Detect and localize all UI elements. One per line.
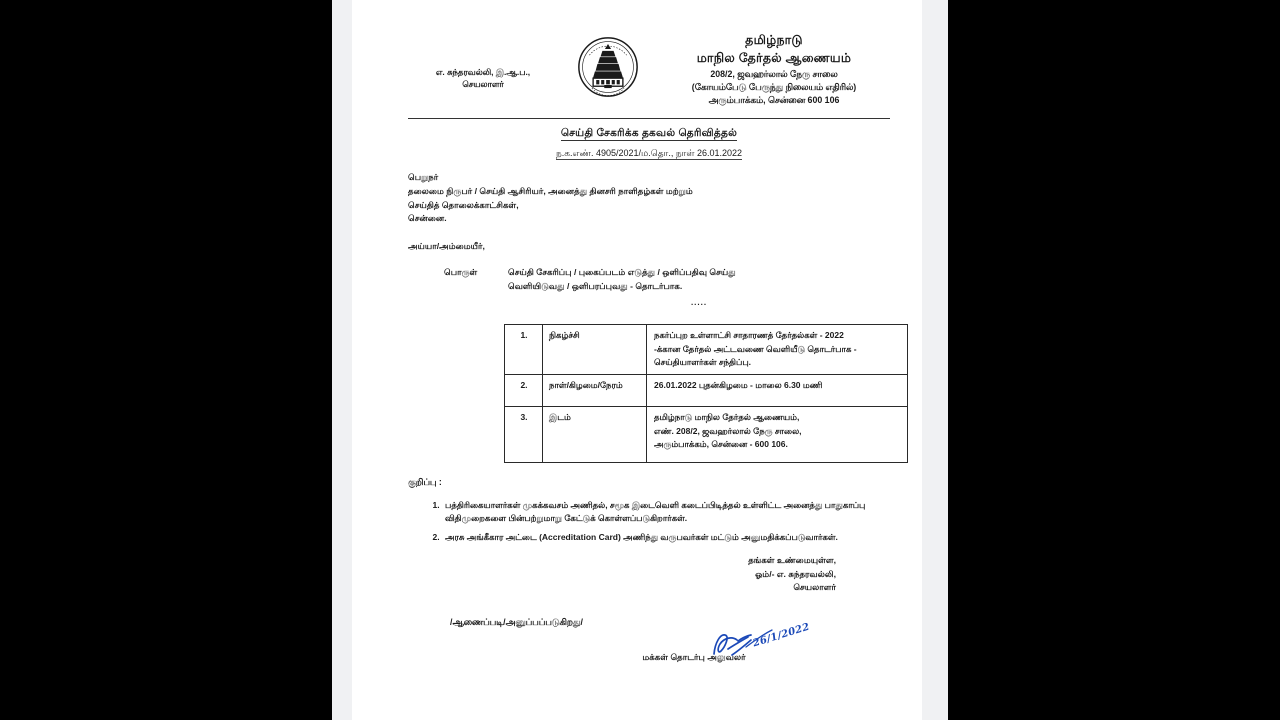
note-item: 1. பத்திரிகையாளர்கள் முகக்கவசம் அணிதல், சமூக இடைவெளி கடைப்பிடித்தல் உள்ளிட்ட அனைத்து பாதுகாப்பு விதிமுறைகளை பின்பற்றுமாறு கேட்டுக் கொள்ளப்படுகிறார்கள். (442, 499, 890, 527)
recipient-block (408, 171, 890, 227)
reference-number (408, 147, 890, 161)
table-value-line: தமிழ்நாடு மாநில தேர்தல் ஆணையம், (654, 412, 800, 423)
event-details-table (504, 324, 908, 463)
state-emblem-icon (571, 32, 645, 98)
org-name-line2: மாநில தேர்தல் ஆணையம் (696, 50, 852, 65)
signoff-line-1: தங்கள் உண்மையுள்ள, (748, 554, 836, 565)
recipient-line-2: செய்தித் தொலைக்காட்சிகள், (408, 199, 519, 210)
table-cell-sn: 1. (505, 325, 543, 375)
org-name-line1: தமிழ்நாடு (745, 33, 803, 47)
footer-officer-label: மக்கள் தொடர்பு அலுவலர் (642, 652, 746, 663)
subject-text (508, 266, 890, 310)
sender-block (408, 32, 558, 90)
table-cell-value (647, 325, 908, 375)
recipient-line-3: சென்னை. (408, 213, 447, 224)
salutation: அய்யா/அம்மையீர், (408, 241, 485, 252)
page-title (408, 126, 890, 142)
notes-label: குறிப்பு : (408, 477, 442, 488)
table-cell-value (647, 375, 908, 407)
table-cell-sn: 3. (505, 407, 543, 463)
table-row (505, 325, 908, 375)
reference-number-text: ந.க.எண். 4905/2021/ம.தொ., நாள் 26.01.2022 (555, 148, 742, 159)
table-row (505, 375, 908, 407)
signature-date: 26/1/2022 (751, 621, 812, 650)
scanned-document-page (352, 0, 922, 720)
table-cell-sn: 2. (505, 375, 543, 407)
signoff-line-2: ஓம்/- எ. சுந்தரவல்லி, (755, 568, 836, 579)
org-address-line1: 208/2, ஜவஹர்லால் நேரு சாலை (710, 68, 838, 79)
table-value-line: 26.01.2022 புதன்கிழமை - மாலை 6.30 மணி (654, 380, 823, 391)
table-value-line: எண். 208/2, ஜவஹர்லால் நேரு சாலை, (654, 425, 802, 436)
subject-dots: ..... (690, 298, 708, 308)
sender-title: செயலாளர் (462, 79, 504, 90)
table-value-line: அரும்பாக்கம், சென்னை - 600 106. (654, 439, 788, 450)
recipient-label: பெறுநர் (408, 171, 439, 182)
table-value-line: செய்தியாளர்கள் சந்திப்பு. (654, 356, 752, 367)
table-value-line: -க்கான தேர்தல் அட்டவணை வெளியீடு தொடர்பாக - (654, 343, 857, 354)
note-item: 2. அரசு அங்கீகார அட்டை (Accreditation Card) அணிந்து வருபவர்கள் மட்டும் அனுமதிக்கப்படுவார்கள். (442, 531, 890, 545)
table-cell-key: இடம் (543, 407, 647, 463)
signoff-line-3: செயலாளர் (793, 582, 836, 593)
org-address-line2: (கோயம்பேடு பேருந்து நிலையம் எதிரில்) (691, 81, 857, 92)
subject-label: பொருள் (444, 267, 478, 278)
page-title-text: செய்தி சேகரிக்க தகவல் தெரிவித்தல் (560, 127, 738, 140)
table-row (505, 407, 908, 463)
table-cell-key: நிகழ்ச்சி (543, 325, 647, 375)
order-line: /ஆணைப்படி/அனுப்பப்படுகிறது/ (450, 617, 583, 628)
notes-list (408, 499, 890, 545)
table-cell-value (647, 407, 908, 463)
subject-line-1: செய்தி சேகரிப்பு / புகைப்படம் எடுத்து / ஒளிப்பதிவு செய்து (508, 267, 736, 278)
signoff-block (408, 554, 890, 595)
letterhead-divider (408, 118, 890, 119)
sender-name: எ. சுந்தரவல்லி, இ.ஆ.ப., (435, 67, 531, 77)
subject-block (408, 266, 890, 310)
organisation-block (658, 32, 890, 107)
letterhead (408, 22, 890, 107)
recipient-line-1: தலைமை நிருபர் / செய்தி ஆசிரியர், அனைத்து தினசரி நாளிதழ்கள் மற்றும் (408, 185, 693, 196)
subject-line-2: வெளியிடுவது / ஒளிபரப்புவது - தொடர்பாக. (508, 281, 683, 292)
table-cell-key: நாள்/கிழமை/நேரம் (543, 375, 647, 407)
org-address-line3: அரும்பாக்கம், சென்னை 600 106 (708, 95, 840, 106)
table-value-line: நகர்ப்புற உள்ளாட்சி சாதாரணத் தேர்தல்கள் - 2022 (654, 330, 844, 341)
